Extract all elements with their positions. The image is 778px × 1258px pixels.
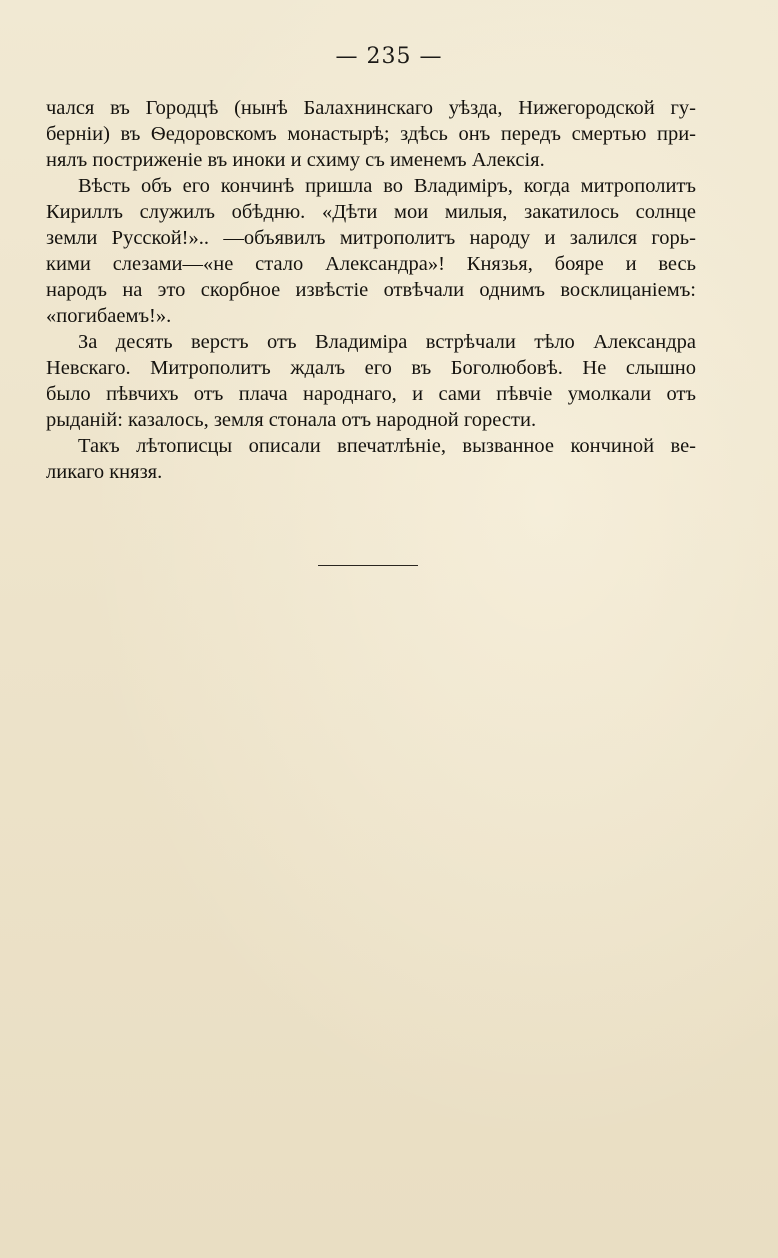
text-line: чался въ Городцѣ (нынѣ Балахнинскаго уѣзда, Нижегородской гу-	[46, 97, 696, 119]
text-line: земли Русской!».. —объявилъ митрополитъ народу и залился горь-	[46, 227, 696, 249]
text-line: кими слезами—«не стало Александра»! Князья, бояре и весь	[46, 253, 696, 275]
page-number: — 235 —	[335, 44, 443, 69]
text-line: ликаго князя.	[46, 461, 163, 483]
text-line: Кириллъ служилъ обѣдню. «Дѣти мои милыя, закатилось солнце	[46, 201, 696, 223]
text-line: «погибаемъ!».	[46, 305, 172, 327]
text-line: рыданій: казалось, земля стонала отъ народной горести.	[46, 409, 537, 431]
body-text	[46, 95, 696, 485]
section-end-rule	[318, 565, 418, 566]
text-line: Невскаго. Митрополитъ ждалъ его въ Боголюбовѣ. Не слышно	[46, 357, 696, 379]
text-line: Вѣсть объ его кончинѣ пришла во Владиміръ, когда митрополитъ	[78, 175, 696, 197]
text-line: нялъ постриженіе въ иноки и схиму съ именемъ Алексія.	[46, 149, 545, 171]
text-line: народъ на это скорбное извѣстіе отвѣчали однимъ восклицаніемъ:	[46, 279, 696, 301]
text-line: За десять верстъ отъ Владиміра встрѣчали тѣло Александра	[78, 331, 696, 353]
text-line: Такъ лѣтописцы описали впечатлѣніе, вызванное кончиной ве-	[78, 435, 696, 457]
text-line: было пѣвчихъ отъ плача народнаго, и сами пѣвчіе умолкали отъ	[46, 383, 696, 405]
text-line: берніи) въ Ѳедоровскомъ монастырѣ; здѣсь онъ передъ смертью при-	[46, 123, 696, 145]
